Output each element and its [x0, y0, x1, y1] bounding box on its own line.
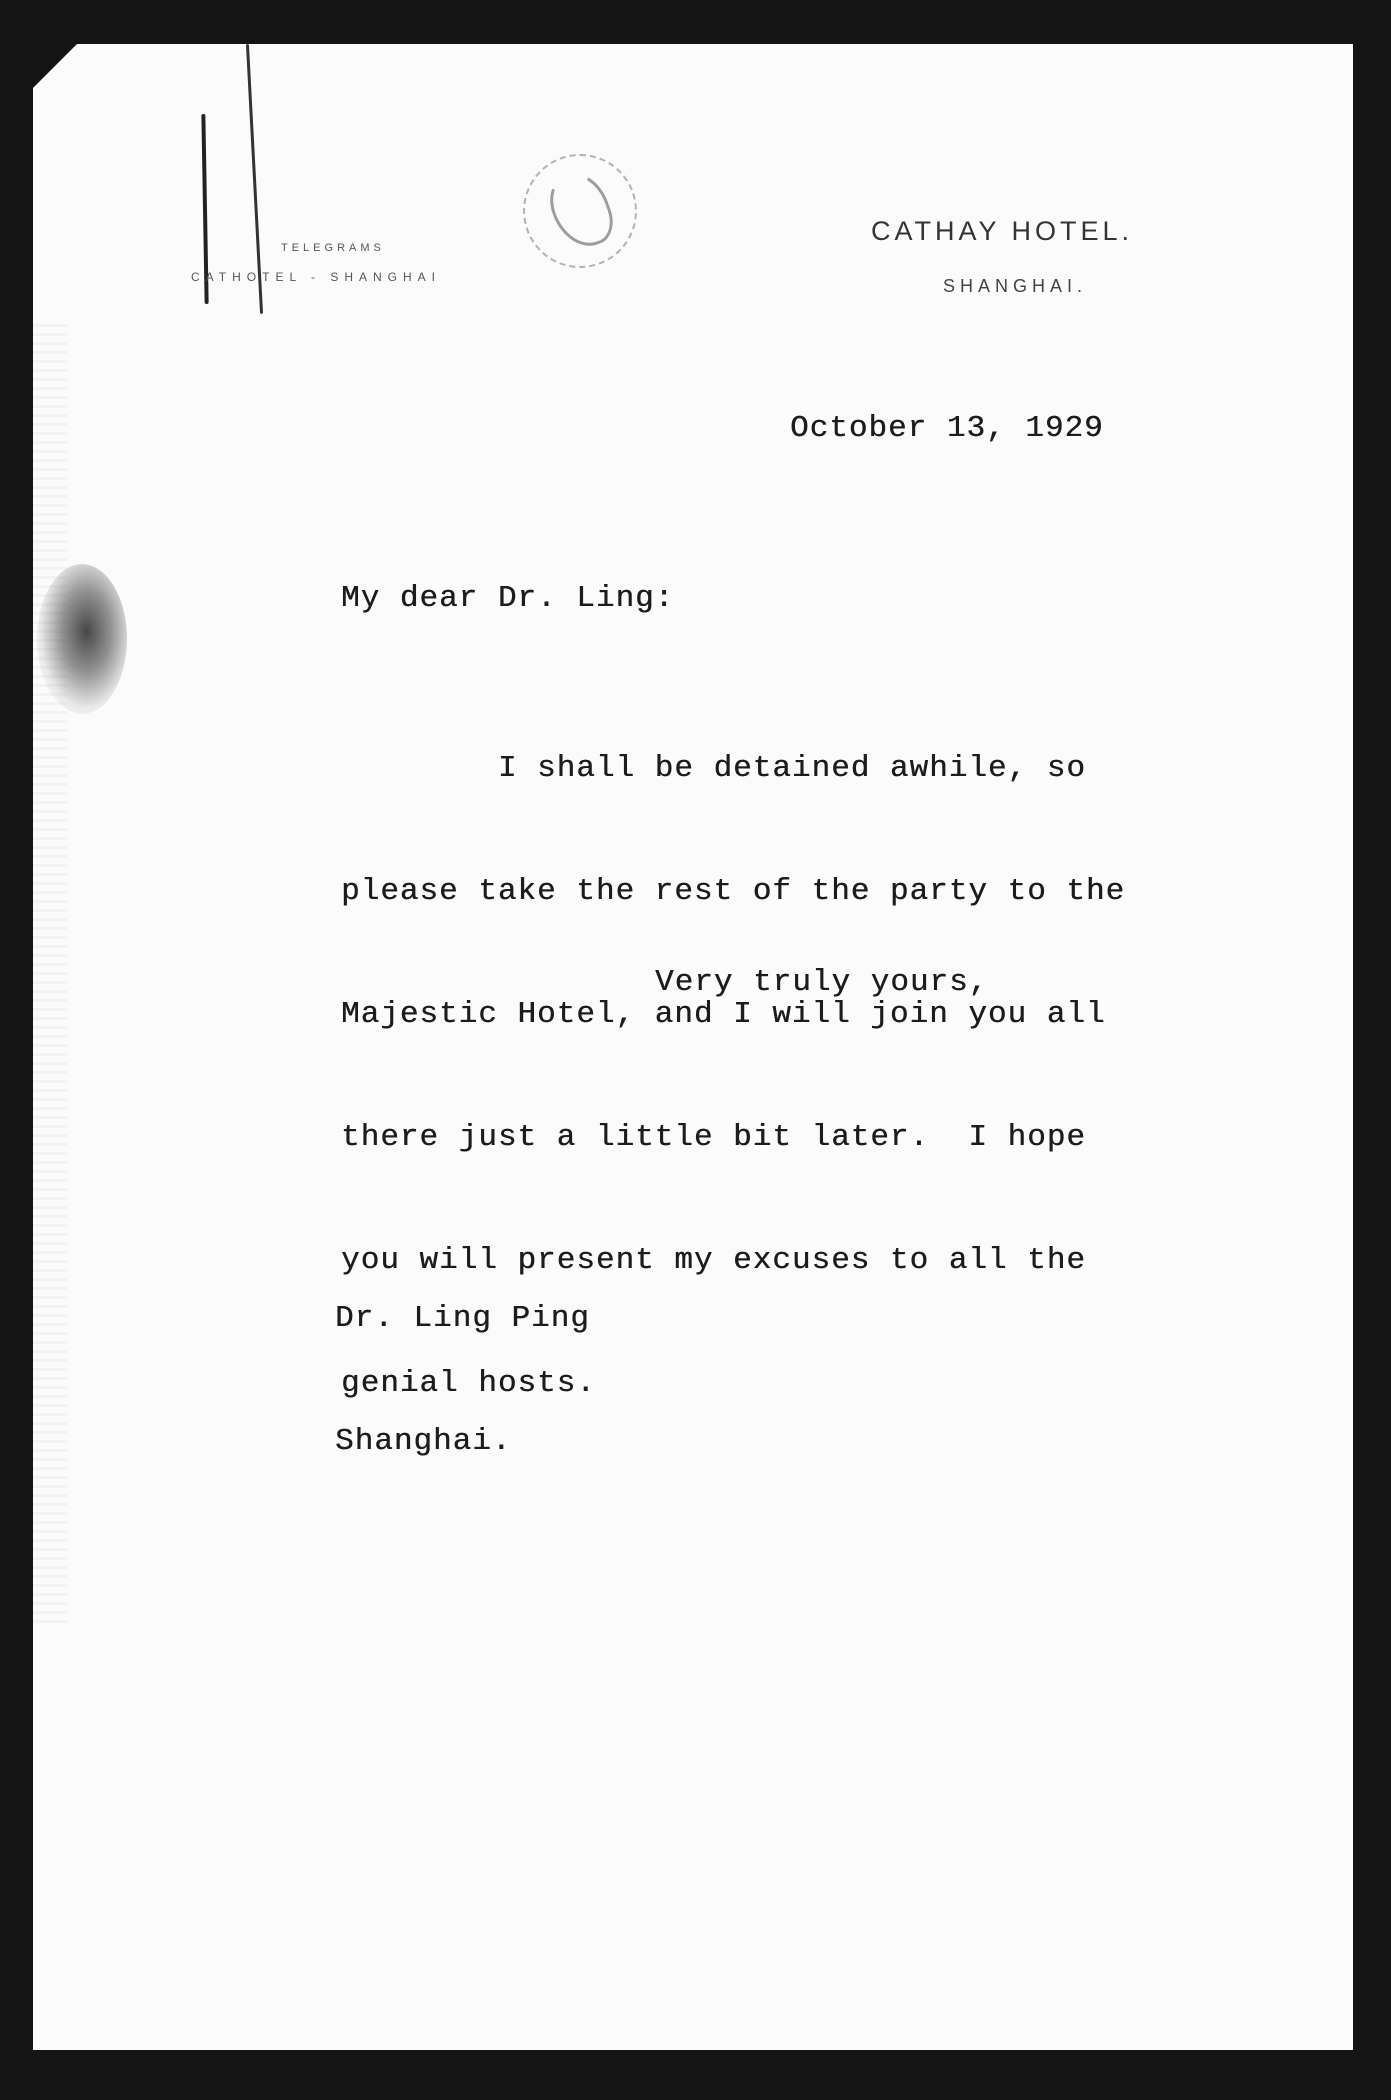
letter-page — [33, 44, 1353, 2050]
hotel-city: SHANGHAI. — [943, 276, 1088, 296]
body-line: there just a little bit later. I hope — [341, 1120, 1086, 1155]
body-line: genial hosts. — [341, 1366, 596, 1401]
recipient-city: Shanghai. — [335, 1424, 512, 1459]
closing: Very truly yours, — [655, 965, 989, 1000]
body-line: please take the rest of the party to the — [341, 874, 1126, 909]
salutation: My dear Dr. Ling: — [341, 581, 675, 616]
letter-date: October 13, 1929 — [790, 411, 1104, 446]
body-line: Majestic Hotel, and I will join you all — [341, 997, 1106, 1032]
body-line: I shall be detained awhile, so — [341, 751, 1086, 786]
ink-smudge — [37, 564, 127, 714]
recipient-name: Dr. Ling Ping — [335, 1301, 590, 1336]
telegram-address: CATHOTEL - SHANGHAI — [191, 270, 442, 284]
telegram-label: TELEGRAMS — [281, 242, 385, 254]
folded-corner — [33, 44, 77, 88]
recipient-address — [335, 1216, 590, 1544]
body-line: you will present my excuses to all the — [341, 1243, 1086, 1278]
hotel-name: CATHAY HOTEL. — [871, 216, 1134, 246]
scan-noise — [33, 324, 67, 1624]
